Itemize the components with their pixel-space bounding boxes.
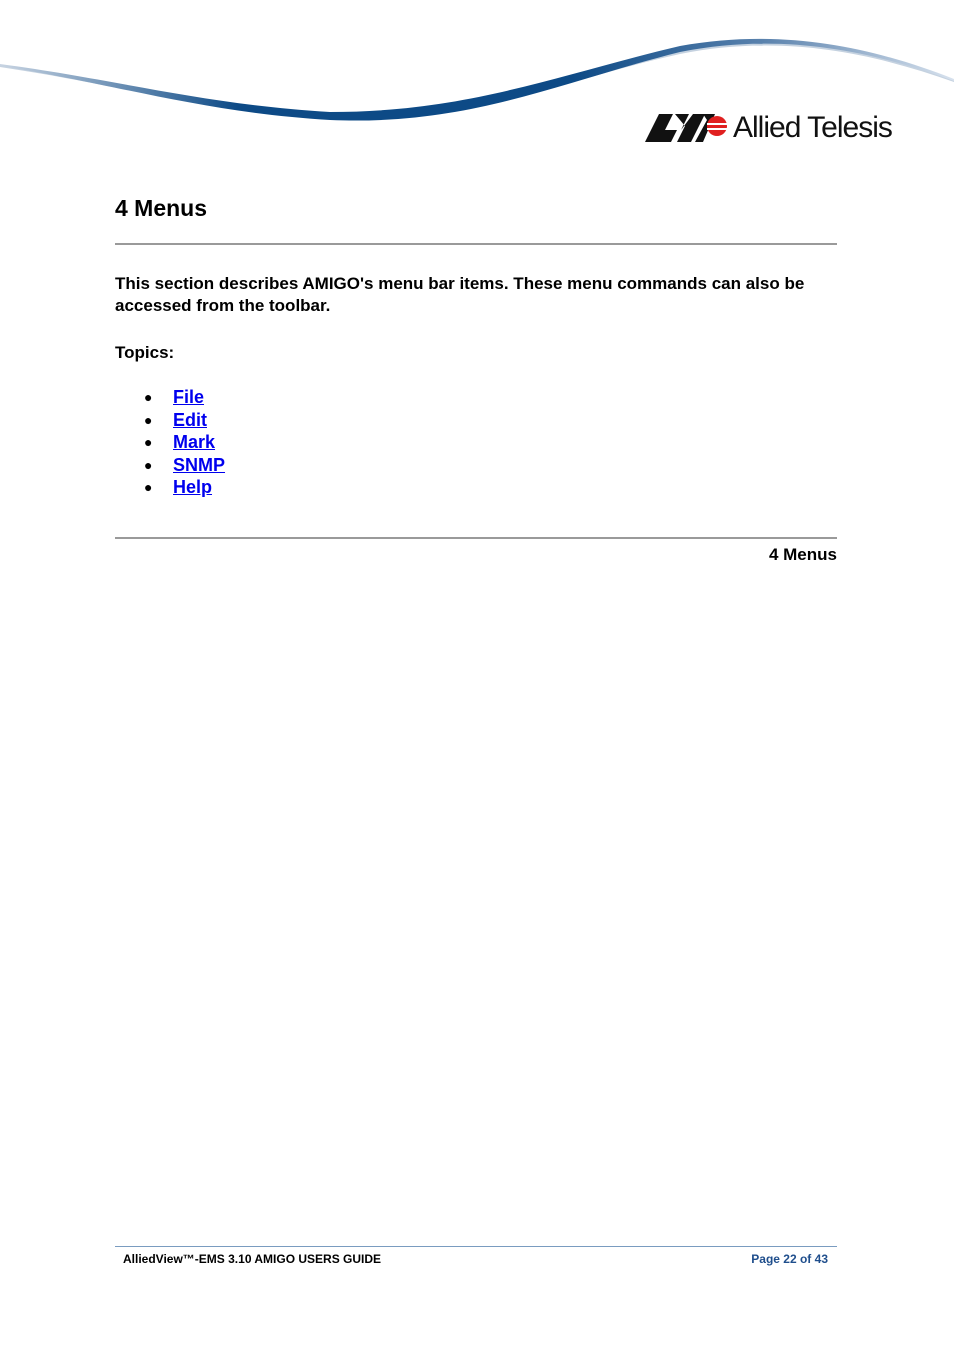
- list-item: [115, 386, 225, 409]
- section-divider: [115, 537, 837, 539]
- list-item: [115, 409, 225, 432]
- footer-page-number: Page 22 of 43: [751, 1252, 828, 1266]
- topic-link-snmp[interactable]: SNMP: [173, 454, 226, 475]
- bullet-icon: ●: [144, 389, 153, 405]
- page-title: 4 Menus: [115, 195, 208, 221]
- list-item: [115, 431, 225, 454]
- topics-label: Topics:: [115, 343, 175, 362]
- bullet-icon: ●: [144, 434, 153, 451]
- topic-link-mark[interactable]: Mark: [173, 432, 216, 453]
- list-item: [115, 476, 225, 499]
- intro-paragraph: This section describes AMIGO's menu bar items. These menu commands can also be accessed from the toolbar.: [115, 274, 805, 315]
- topics-list: [115, 386, 225, 499]
- topic-link-help[interactable]: Help: [173, 477, 213, 498]
- topic-link-edit[interactable]: Edit: [173, 409, 207, 430]
- footer-divider: [115, 1246, 837, 1247]
- bullet-icon: ●: [144, 411, 153, 428]
- brand-name: Allied Telesis: [733, 111, 892, 144]
- topic-link-file[interactable]: File: [173, 387, 205, 407]
- section-footer-label: 4 Menus: [768, 545, 837, 564]
- allied-telesis-logo-mark-icon: [645, 114, 727, 142]
- footer-guide-title: AlliedView™-EMS 3.10 AMIGO USERS GUIDE: [123, 1252, 382, 1266]
- bullet-icon: ●: [144, 479, 153, 496]
- list-item: [115, 454, 225, 477]
- title-divider: [115, 243, 837, 245]
- allied-telesis-logo: [645, 108, 892, 148]
- bullet-icon: ●: [144, 456, 153, 473]
